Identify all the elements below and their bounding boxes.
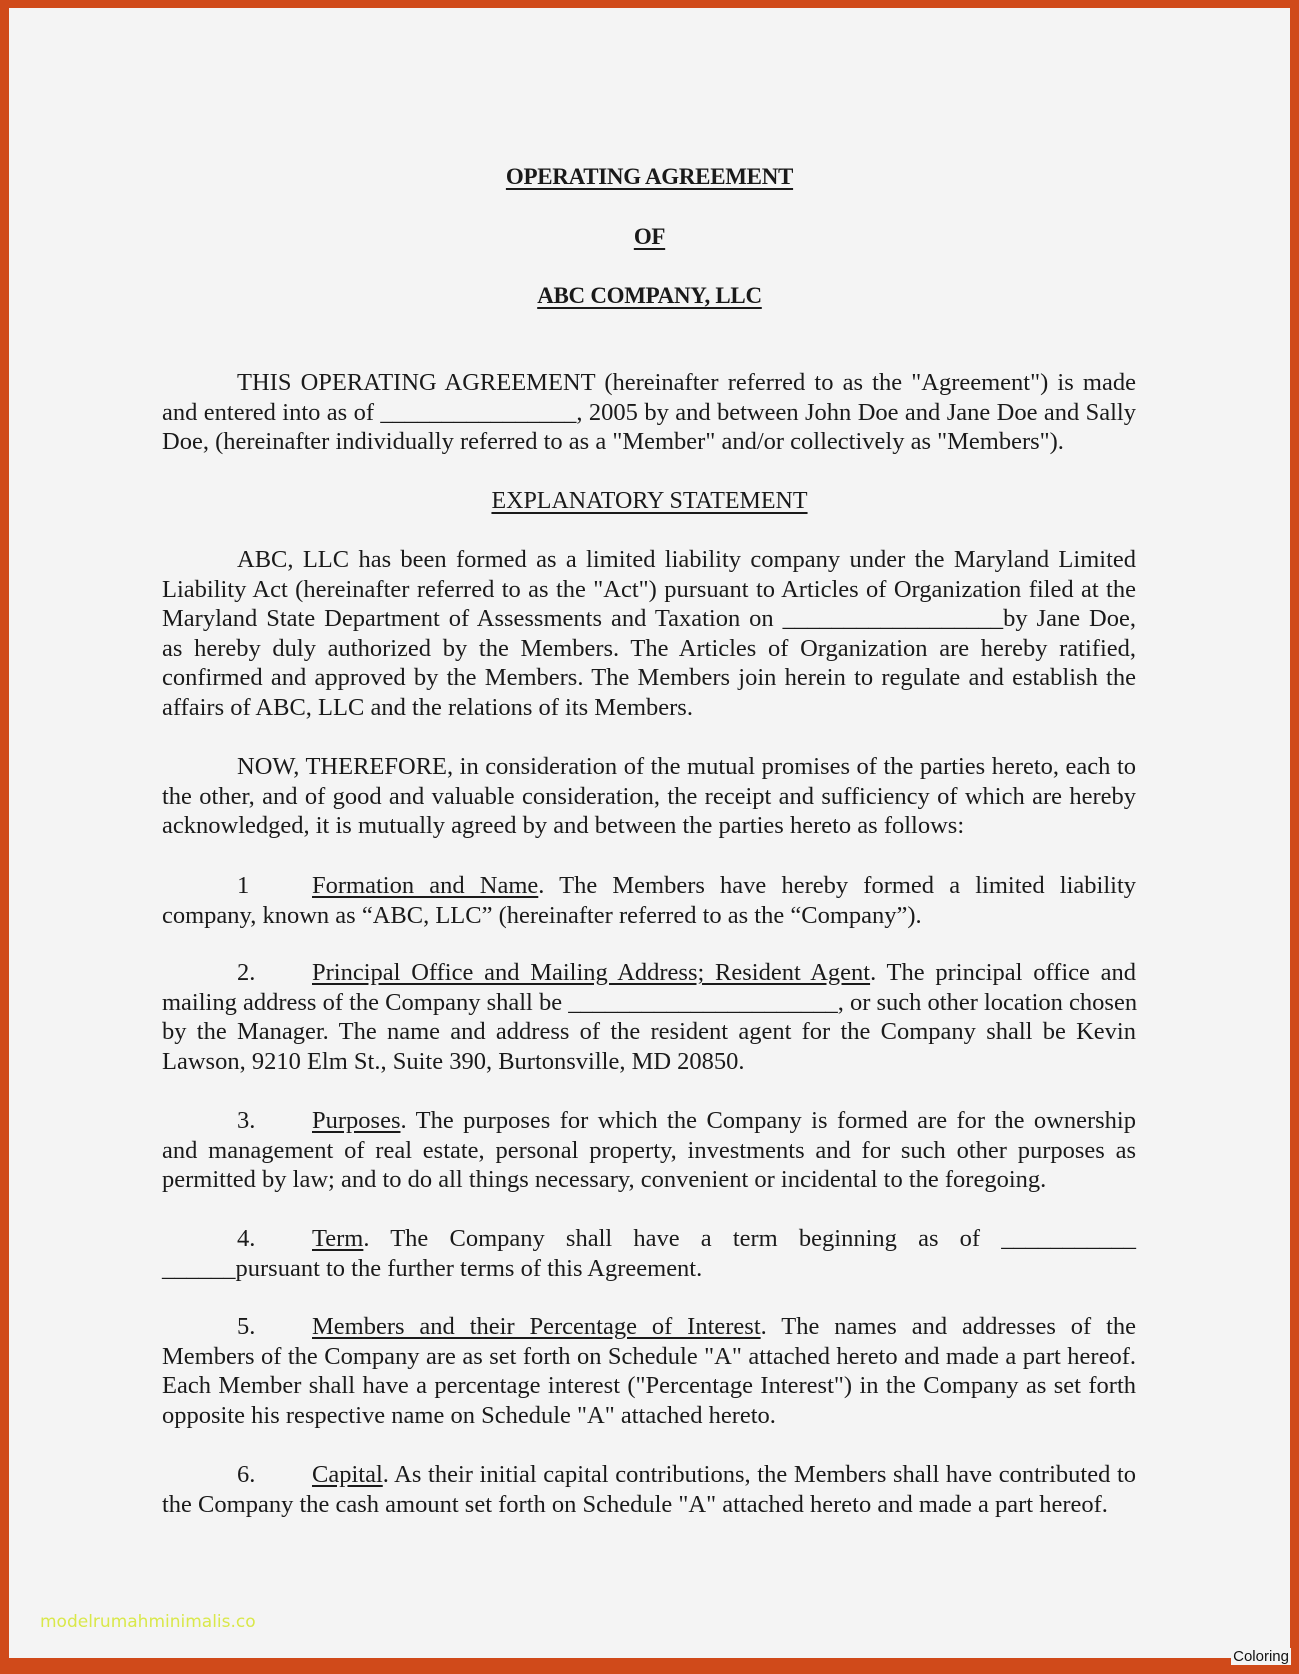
item-heading: Formation and Name [312,872,539,899]
explanatory-paragraph [162,545,1136,722]
item-heading: Term [312,1225,364,1252]
corner-label: Coloring [1233,1648,1289,1665]
item-number: 4. [237,1225,256,1252]
item-number: 6. [237,1461,256,1488]
item-line: Members of the Company are as set forth on Schedule "A" attached hereto and made a part hereof. [162,1342,1136,1370]
item-first-line [162,1224,1136,1254]
item-line: permitted by law; and to do all things necessary, convenient or incidental to the foregoing. [162,1166,1047,1193]
item-heading: Capital [312,1461,383,1488]
explanatory-heading: EXPLANATORY STATEMENT [491,488,808,514]
item-term [162,1224,1136,1283]
item-line: mailing address of the Company shall be ______________________, or such other location chosen [162,988,1138,1016]
item-line: and management of real estate, personal property, investments and for such other purposes as [162,1136,1136,1164]
paragraph-line: the other, and of good and valuable consideration, the receipt and sufficiency of which are hereby [162,782,1136,810]
item-heading: Principal Office and Mailing Address; Resident Agent [312,959,871,986]
item-line: Each Member shall have a percentage interest ("Percentage Interest") in the Company as set forth [162,1372,1136,1399]
item-text: . The principal office and [870,959,1137,986]
item-capital [162,1460,1136,1519]
item-text: . The Members have hereby formed a limited liability [538,872,1137,899]
item-first-line [162,958,1136,988]
item-members [162,1312,1136,1430]
item-number: 2. [237,959,256,986]
item-number: 3. [237,1107,256,1134]
paragraph-line: and entered into as of ________________, 2005 by and between John Doe and Jane Doe and Sally [162,398,1136,426]
item-first-line [162,871,1136,901]
item-text: . As their initial capital contributions, the Members shall have contributed to [382,1461,1136,1488]
paragraph-line: NOW, THEREFORE, in consideration of the mutual promises of the parties hereto, each to [237,753,1136,780]
item-text: . The purposes for which the Company is formed are for the ownership [400,1107,1136,1134]
document-title: OPERATING AGREEMENT [505,164,794,189]
intro-paragraph [162,368,1136,457]
paragraph-line: as hereby duly authorized by the Members. The Articles of Organization are hereby ratified, [162,634,1136,662]
paragraph-line: Doe, (hereinafter individually referred to as a "Member" and/or collectively as "Members"). [162,428,1064,455]
paragraph-line: Liability Act (hereinafter referred to as the "Act") pursuant to Articles of Organization filed at the [162,575,1136,603]
document-title-of: OF [633,224,666,249]
item-purposes [162,1106,1136,1195]
watermark: modelrumahminimalis.co [40,1612,256,1632]
item-first-line [162,1460,1136,1490]
item-line: by the Manager. The name and address of the resident agent for the Company shall be Kevin [162,1018,1136,1045]
paragraph-line: confirmed and approved by the Members. The Members join herein to regulate and establish the [162,664,1136,691]
item-line: opposite his respective name on Schedule "A" attached hereto. [162,1401,776,1429]
item-principal-office [162,958,1136,1076]
item-text: . The names and addresses of the [760,1313,1136,1340]
item-first-line [162,1106,1136,1136]
now-therefore-paragraph [162,752,1136,841]
paragraph-line: Maryland State Department of Assessments and Taxation on __________________by Jane Doe, [162,605,1136,632]
item-number: 5. [237,1313,256,1340]
paragraph-line: affairs of ABC, LLC and the relations of its Members. [162,693,693,721]
item-heading: Members and their Percentage of Interest [312,1313,761,1340]
item-formation [162,871,1136,930]
company-name-title: ABC COMPANY, LLC [537,283,762,308]
paragraph-line: acknowledged, it is mutually agreed by and between the parties hereto as follows: [162,812,965,839]
paragraph-line: ABC, LLC has been formed as a limited liability company under the Maryland Limited [237,546,1136,573]
item-first-line [162,1312,1136,1342]
item-line: company, known as “ABC, LLC” (hereinafter referred to as the “Company”). [162,901,922,929]
item-line: Lawson, 9210 Elm St., Suite 390, Burtonsville, MD 20850. [162,1047,745,1075]
item-line: the Company the cash amount set forth on Schedule "A" attached hereto and made a part hereof. [162,1490,1108,1518]
item-number: 1 [237,872,250,899]
paragraph-line: THIS OPERATING AGREEMENT (hereinafter referred to as the "Agreement") is made [237,369,1136,396]
item-text: . The Company shall have a term beginning as of ___________ [363,1225,1136,1252]
item-heading: Purposes [312,1107,401,1134]
item-line: ______pursuant to the further terms of this Agreement. [162,1254,703,1282]
